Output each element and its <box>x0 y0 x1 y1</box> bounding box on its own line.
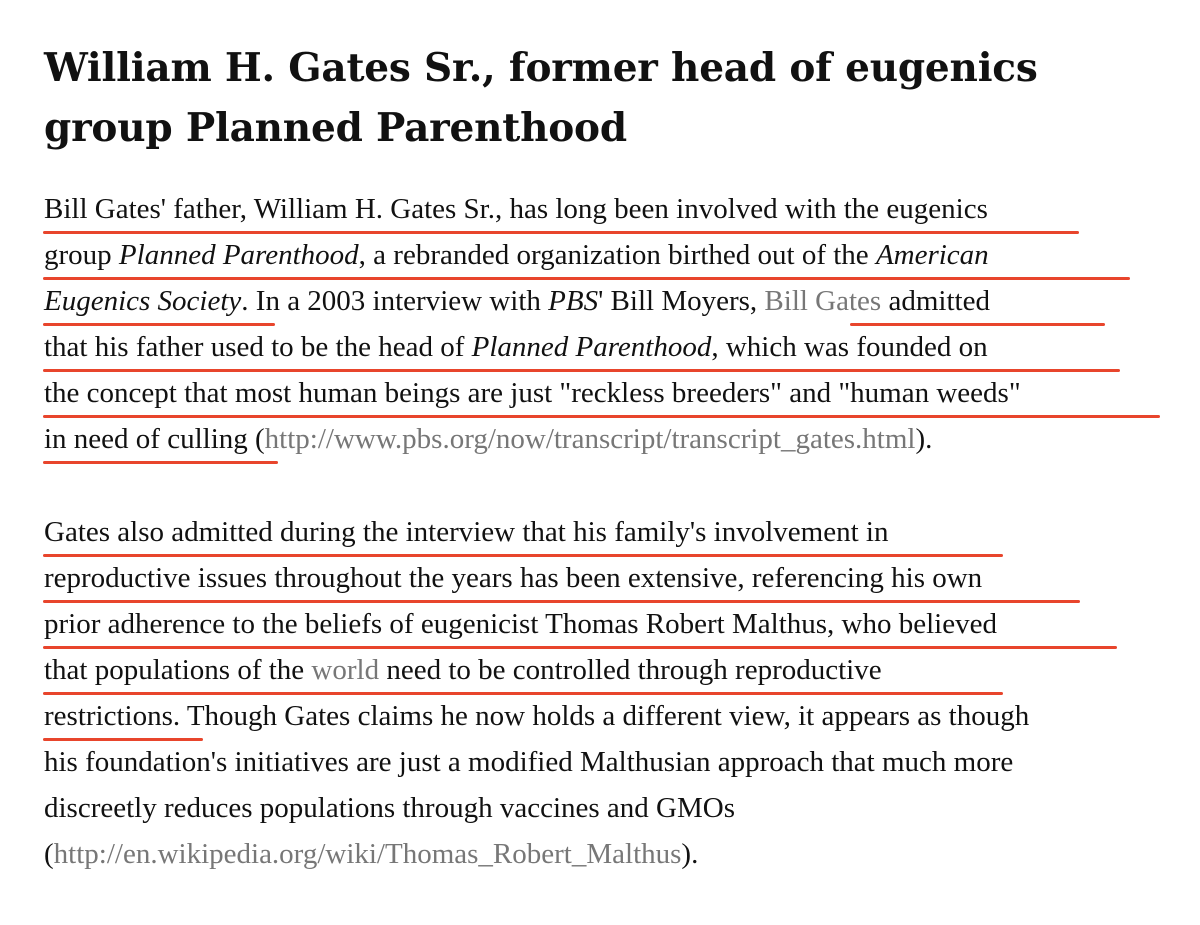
highlight-underline <box>43 461 278 464</box>
text-span: ). <box>915 423 933 455</box>
text-span: discreetly reduces populations through vaccines and GMOs <box>44 792 735 824</box>
paragraph-1-line-1 <box>44 186 1174 232</box>
emphasis-text: Planned Parenthood <box>118 239 359 271</box>
paragraph-2-line-2 <box>44 555 1174 601</box>
wikipedia-malthus-link[interactable]: http://en.wikipedia.org/wiki/Thomas_Robert_Malthus <box>53 838 682 870</box>
text-span: Gates also admitted during the interview that his family's involvement in <box>44 516 889 548</box>
paragraph-1-line-5 <box>44 370 1174 416</box>
paragraph-2-line-5 <box>44 693 1174 739</box>
text-span: ). <box>681 838 699 870</box>
paragraph-2-line-8 <box>44 831 1174 877</box>
text-span: in need of culling ( <box>44 423 265 455</box>
text-span: , a rebranded organization birthed out of the <box>358 239 876 271</box>
text-span: reproductive issues throughout the years has been extensive, referencing his own <box>44 562 983 594</box>
text-span: that his father used to be the head of <box>44 331 472 363</box>
paragraph-1 <box>44 186 1174 462</box>
emphasis-text: American <box>875 239 989 271</box>
paragraph-2-line-3 <box>44 601 1174 647</box>
text-span: that populations of the <box>44 654 312 686</box>
text-span: prior adherence to the beliefs of eugenicist Thomas Robert Malthus, who believed <box>44 608 997 640</box>
paragraph-1-line-3 <box>44 278 1174 324</box>
paragraph-2-line-1 <box>44 509 1174 555</box>
text-span: need to be controlled through reproductive <box>379 654 882 686</box>
text-span: ' Bill Moyers, <box>598 285 765 317</box>
paragraph-1-line-6 <box>44 416 1174 462</box>
paragraph-2-line-6 <box>44 739 1174 785</box>
headline <box>44 38 1174 158</box>
world-link[interactable]: world <box>311 654 380 686</box>
bill-gates-link[interactable]: Bill Gates <box>764 285 882 317</box>
paragraph-2-line-4 <box>44 647 1174 693</box>
text-span: group <box>44 239 119 271</box>
headline-line-2: group Planned Parenthood <box>44 105 627 151</box>
headline-line-1: William H. Gates Sr., former head of eugenics <box>44 45 1038 91</box>
paragraph-1-line-2 <box>44 232 1174 278</box>
emphasis-text: Planned Parenthood <box>471 331 712 363</box>
paragraph-2 <box>44 509 1174 877</box>
text-span: admitted <box>881 285 990 317</box>
text-span: . In a 2003 interview with <box>241 285 549 317</box>
pbs-transcript-link[interactable]: http://www.pbs.org/now/transcript/transcript_gates.html <box>264 423 916 455</box>
emphasis-text: Eugenics Society <box>44 285 242 317</box>
text-span: his foundation's initiatives are just a modified Malthusian approach that much more <box>44 746 1014 778</box>
text-span: restrictions. Though Gates claims he now holds a different view, it appears as though <box>44 700 1030 732</box>
paragraph-1-line-4 <box>44 324 1174 370</box>
paragraph-2-line-7 <box>44 785 1174 831</box>
text-span: , which was founded on <box>711 331 988 363</box>
emphasis-text: PBS <box>548 285 599 317</box>
text-span: ( <box>44 838 54 870</box>
text-span: Bill Gates' father, William H. Gates Sr., has long been involved with the eugenics <box>44 193 988 225</box>
article <box>44 38 1174 877</box>
text-span: the concept that most human beings are just "reckless breeders" and "human weeds" <box>44 377 1021 409</box>
